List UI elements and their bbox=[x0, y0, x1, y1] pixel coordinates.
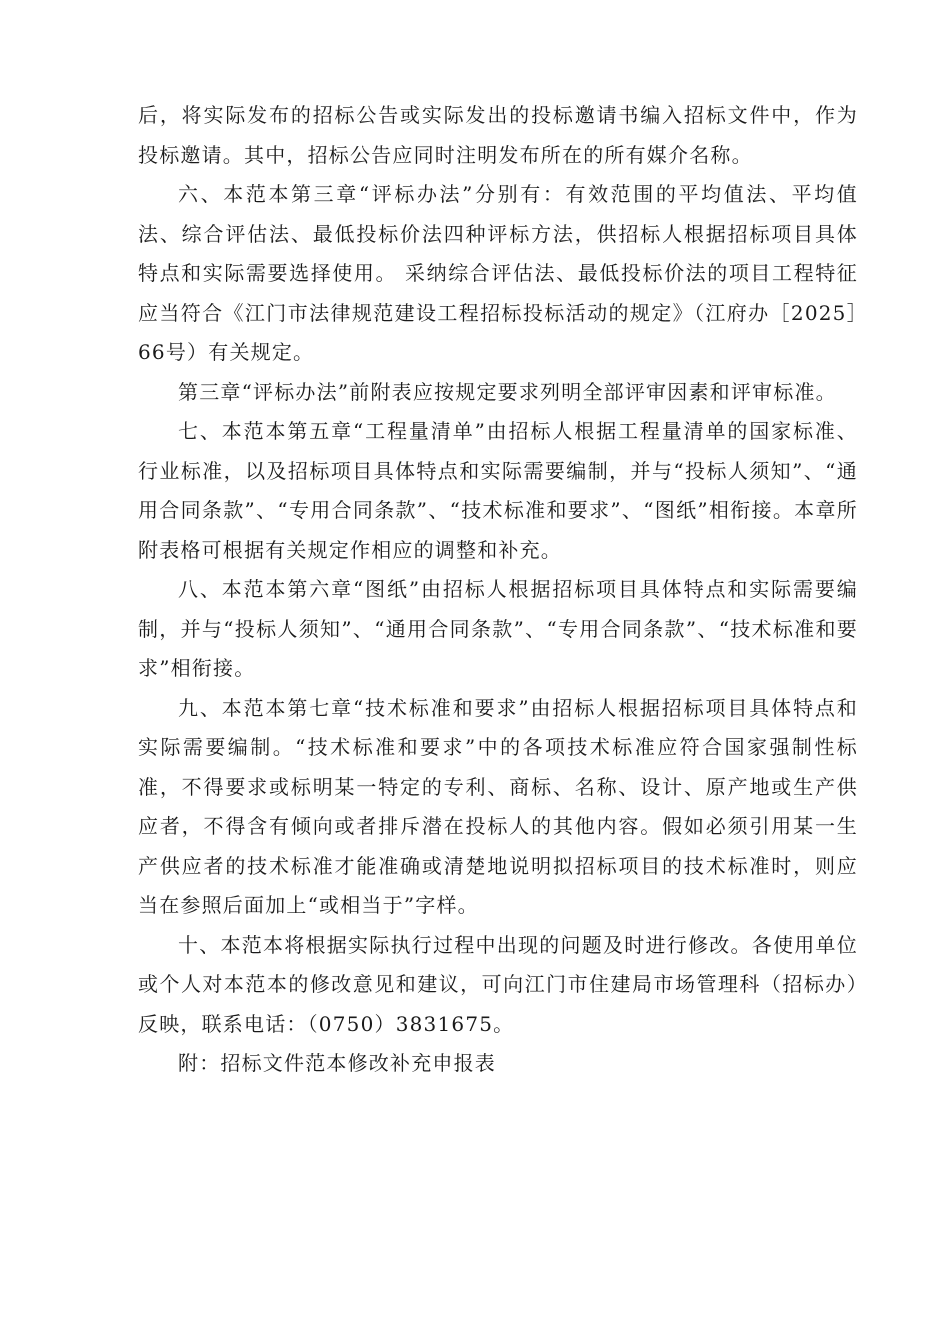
paragraph-item-eight: 八、本范本第六章“图纸”由招标人根据招标项目具体特点和实际需要编制，并与“投标人须知”、“通用合同条款”、“专用合同条款”、“技术标准和要求”相衔接。 bbox=[138, 577, 858, 680]
paragraph-item-six: 六、本范本第三章“评标办法”分别有：有效范围的平均值法、平均值法、综合评估法、最低投标价法四种评标方法，供招标人根据招标项目具体特点和实际需要选择使用。 采纳综合评估法、最低投标价法的项目工程特征应当符合《江门市法律规范建设工程招标投标活动的规定》（江府办［2025］66号）有关规定。 bbox=[138, 182, 858, 364]
paragraph-item-seven: 七、本范本第五章“工程量清单”由招标人根据工程量清单的国家标准、行业标准，以及招标项目具体特点和实际需要编制，并与“投标人须知”、“通用合同条款”、“专用合同条款”、“技术标准和要求”、“图纸”相衔接。本章所附表格可根据有关规定作相应的调整和补充。 bbox=[138, 419, 858, 562]
paragraph-item-nine: 九、本范本第七章“技术标准和要求”由招标人根据招标项目具体特点和实际需要编制。“技术标准和要求”中的各项技术标准应符合国家强制性标准，不得要求或标明某一特定的专利、商标、名称、设计、原产地或生产供应者，不得含有倾向或者排斥潜在投标人的其他内容。假如必须引用某一生产供应者的技术标准才能准确或清楚地说明拟招标项目的技术标准时，则应当在参照后面加上“或相当于”字样。 bbox=[138, 695, 858, 917]
paragraph-chapter-three-note: 第三章“评标办法”前附表应按规定要求列明全部评审因素和评审标准。 bbox=[178, 379, 837, 404]
document-body bbox=[138, 96, 858, 1084]
paragraph-attachment: 附：招标文件范本修改补充申报表 bbox=[178, 1051, 496, 1075]
paragraph-continuation: 后，将实际发布的招标公告或实际发出的投标邀请书编入招标文件中，作为投标邀请。其中，招标公告应同时注明发布所在的所有媒介名称。 bbox=[138, 103, 858, 167]
paragraph-item-ten: 十、本范本将根据实际执行过程中出现的问题及时进行修改。各使用单位或个人对本范本的修改意见和建议，可向江门市住建局市场管理科（招标办）反映，联系电话：（0750）3831675。 bbox=[138, 932, 858, 1036]
